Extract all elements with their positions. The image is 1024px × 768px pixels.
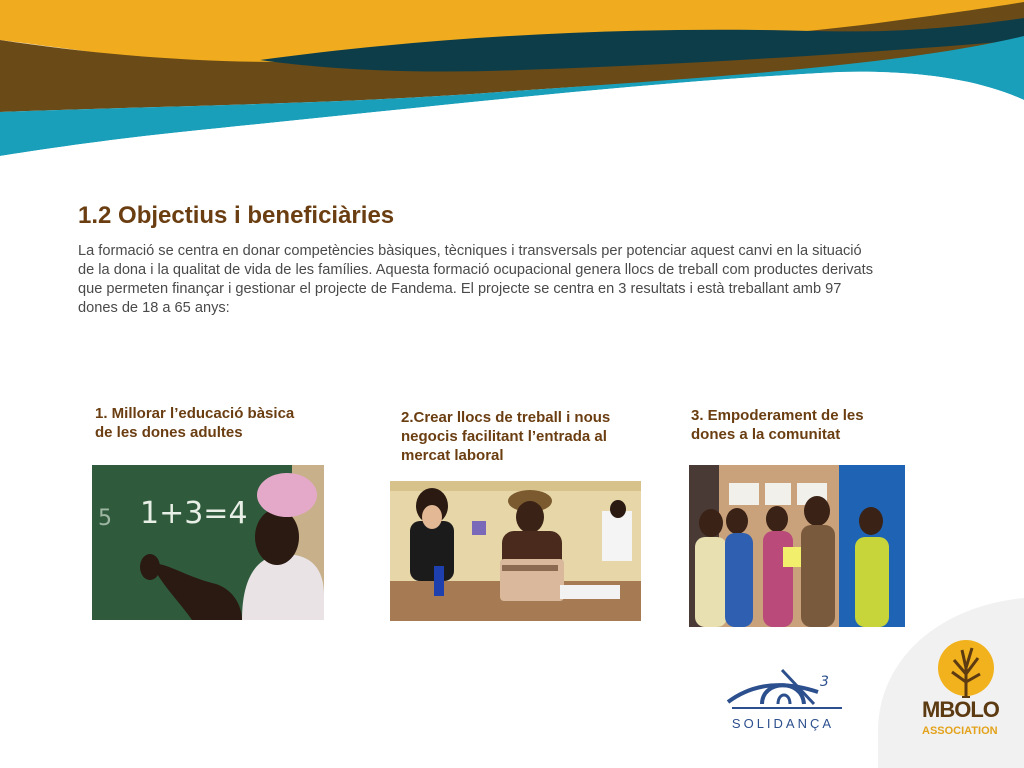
chalkboard-text: 1+3=4 [140, 496, 248, 531]
woman-writing-on-chalkboard-photo [92, 465, 324, 620]
svg-text:5: 5 [98, 506, 112, 531]
result-3-title: 3. Empoderament de les dones a la comunitat [691, 407, 864, 443]
solidanca-logo-mark: 3 [820, 674, 829, 690]
decorative-wave-banner [0, 0, 1024, 170]
solidanca-logo-text: SOLIDANÇA [731, 716, 835, 731]
sewing-workshop-photo [390, 481, 641, 621]
result-2-title: 2.Crear llocs de treball i nous negocis facilitant l’entrada al mercat laboral [401, 409, 611, 464]
mbolo-logo-text: MBOLO [922, 697, 999, 722]
result-1-title: 1. Millorar l’educació bàsica de les dones adultes [95, 405, 295, 441]
intro-paragraph: La formació se centra en donar competències bàsiques, tècniques i transversals per potenciar aquest canvi en la situació de la dona i la qualitat de vida de les famílies. Aquesta formació ocupacional genera llocs de treball com productes derivats que permeten finançar i gestionar el projecte de Fandema. El projecte se centra en 3 resultats i està treballant amb 97 dones de 18 a 65 anys: [78, 243, 874, 316]
slide-title: 1.2 Objectius i beneficiàries [78, 202, 395, 229]
mbolo-logo-subtitle: ASSOCIATION [922, 725, 998, 737]
